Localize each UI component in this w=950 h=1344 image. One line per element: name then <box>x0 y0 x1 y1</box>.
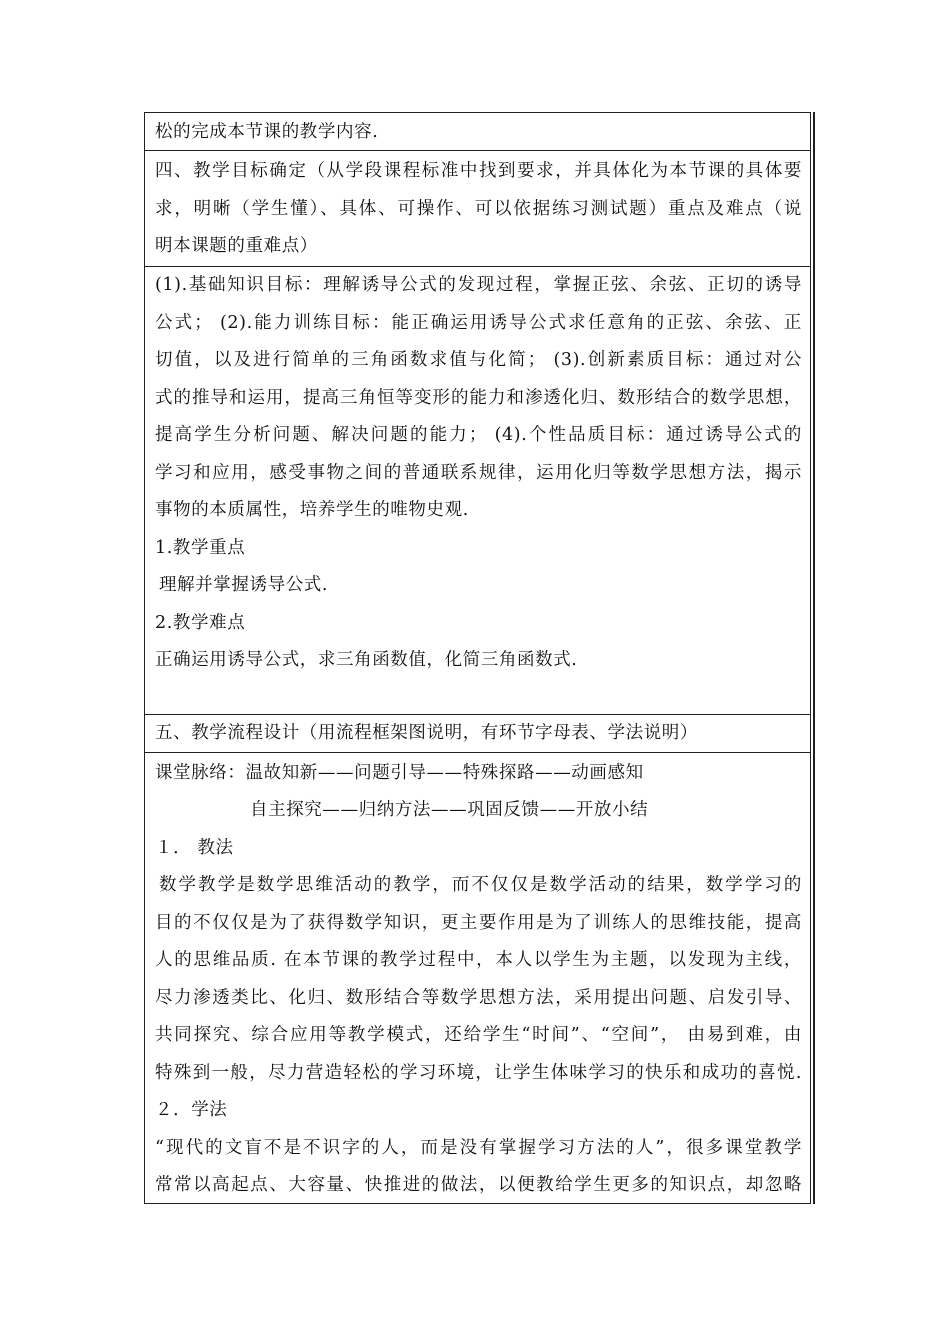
text-line: 共同探究、综合应用等教学模式，还给学生“时间”、“空间”， 由易到难，由 <box>155 1025 802 1045</box>
text-line: 数学教学是数学思维活动的教学，而不仅仅是数学活动的结果，数学学习的 <box>159 875 802 895</box>
subheading-teaching-method: １． 教法 <box>155 838 234 858</box>
text-line: 式的推导和运用，提高三角恒等变形的能力和渗透化归、数形结合的数学思想， <box>155 388 802 408</box>
text-line: 学习和应用，感受事物之间的普通联系规律，运用化归等数学思想方法，揭示 <box>155 463 802 483</box>
subheading-key-point: 1.教学重点 <box>155 538 246 558</box>
text-line: 尽力渗透类比、化归、数形结合等数学思想方法，采用提出问题、启发引导、 <box>155 988 802 1008</box>
subheading-difficulty: 2.教学难点 <box>155 613 246 633</box>
table-row <box>145 113 810 151</box>
table-row <box>145 151 810 267</box>
text-line: 特殊到一般，尽力营造轻松的学习环境，让学生体味学习的快乐和成功的喜悦. <box>155 1063 802 1083</box>
outer-right-border <box>813 112 815 1204</box>
text-line: 正确运用诱导公式，求三角函数值，化简三角函数式. <box>155 650 578 670</box>
text-line: 切值，以及进行简单的三角函数求值与化简； (3).创新素质目标：通过对公 <box>155 350 802 370</box>
table-row <box>145 715 810 753</box>
text-line: 人的思维品质. 在本节课的教学过程中，本人以学生为主题，以发现为主线， <box>155 950 802 970</box>
text-line: (1).基础知识目标：理解诱导公式的发现过程，掌握正弦、余弦、正切的诱导 <box>155 275 802 295</box>
lesson-plan-table <box>144 112 811 1204</box>
text-line: 明本课题的重难点） <box>155 236 318 256</box>
table-row <box>145 753 810 1203</box>
text-line: 课堂脉络：温故知新——问题引导——特殊探路——动画感知 <box>155 763 644 783</box>
text-line: 理解并掌握诱导公式. <box>159 575 329 595</box>
table-row <box>145 267 810 715</box>
text-line: “现代的文盲不是不识字的人，而是没有掌握学习方法的人”，很多课堂教学 <box>155 1138 802 1158</box>
text-line: 提高学生分析问题、解决问题的能力； (4).个性品质目标：通过诱导公式的 <box>155 425 802 445</box>
text-line: 公式； (2).能力训练目标：能正确运用诱导公式求任意角的正弦、余弦、正 <box>155 313 802 333</box>
text-line: 自主探究——归纳方法——巩固反馈——开放小结 <box>250 800 649 820</box>
section-heading-objectives: 四、教学目标确定（从学段课程标准中找到要求，并具体化为本节课的具体要 <box>155 161 802 181</box>
subheading-learning-method: ２．学法 <box>155 1100 228 1120</box>
text-line: 求，明晰（学生懂）、具体、可操作、可以依据练习测试题）重点及难点（说 <box>155 199 802 219</box>
text-line: 常常以高起点、大容量、快推进的做法，以便教给学生更多的知识点，却忽略 <box>155 1175 802 1195</box>
section-heading-process: 五、教学流程设计（用流程框架图说明，有环节字母表、学法说明） <box>155 723 698 743</box>
text-line: 事物的本质属性，培养学生的唯物史观. <box>155 500 469 520</box>
text-line: 松的完成本节课的教学内容. <box>155 122 379 142</box>
text-line: 目的不仅仅是为了获得数学知识，更主要作用是为了训练人的思维技能，提高 <box>155 913 802 933</box>
